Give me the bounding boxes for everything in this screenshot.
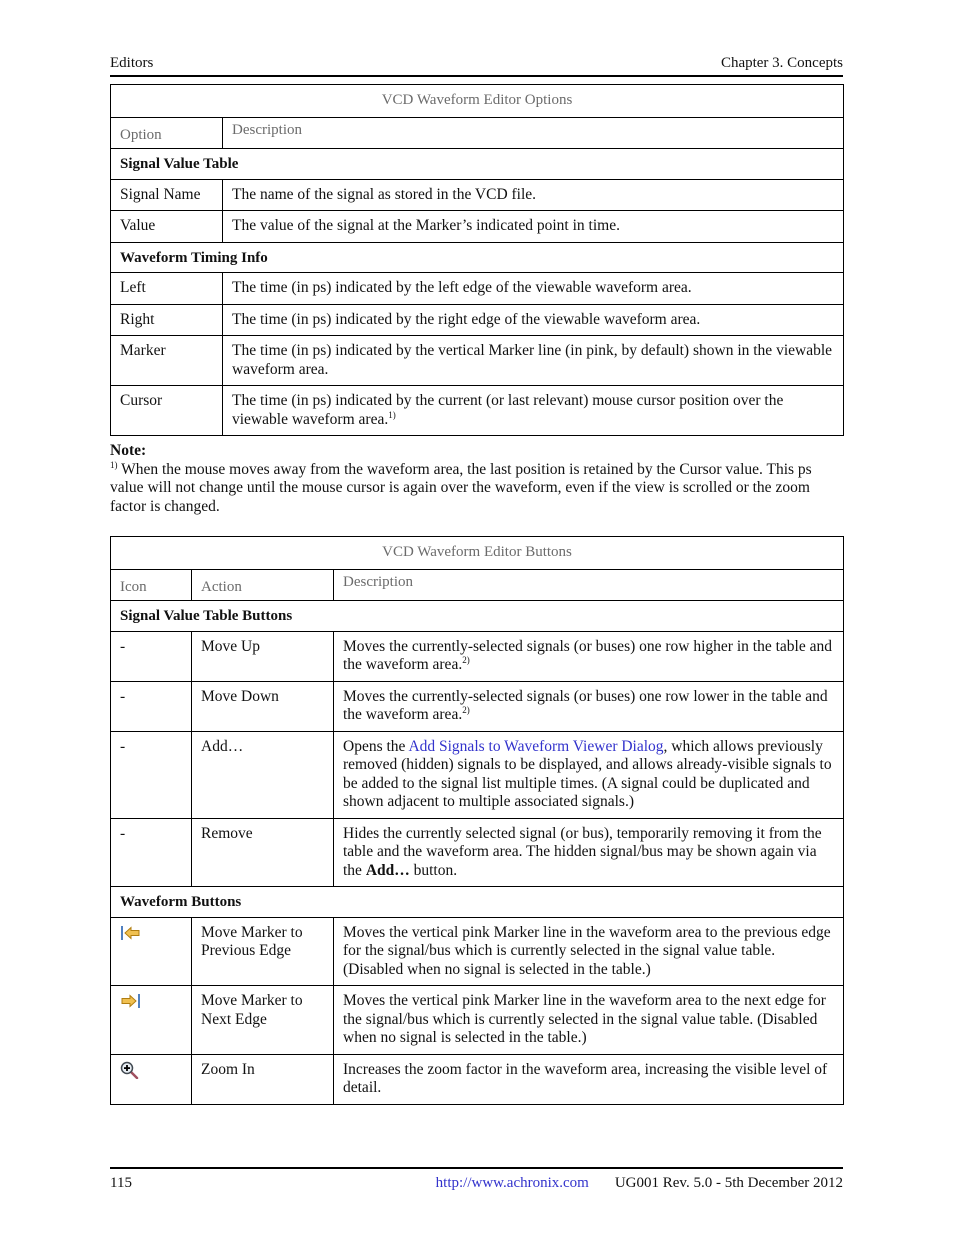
action-description [334, 631, 844, 681]
page-header [110, 54, 843, 72]
table-caption: VCD Waveform Editor Buttons [111, 537, 844, 570]
table-row [111, 304, 844, 336]
icon-cell: - [111, 681, 192, 731]
action-name: Add… [192, 731, 334, 818]
description-text: Hides the currently selected signal (or bus), temporarily removing it from the table and the waveform area. The hidden signal/bus may be shown again via the [343, 824, 822, 879]
table-row [111, 179, 844, 211]
section-title: Signal Value Table Buttons [111, 601, 844, 632]
action-description [334, 818, 844, 887]
icon-cell: - [111, 818, 192, 887]
action-name: Move Down [192, 681, 334, 731]
footnote-block [110, 442, 846, 516]
option-name: Right [111, 304, 223, 336]
footer-rule [110, 1167, 843, 1169]
marker-next-edge-icon [120, 992, 142, 1010]
table-caption: VCD Waveform Editor Options [111, 85, 844, 118]
header-section-title: Editors [110, 55, 154, 71]
description-text: Opens the [343, 737, 409, 755]
footnote-ref: 2) [462, 704, 470, 715]
table-row [111, 818, 844, 887]
column-header-description: Description [223, 117, 844, 149]
table-row [111, 631, 844, 681]
column-header-row [111, 117, 844, 149]
footnote-ref: 2) [462, 654, 470, 665]
option-name: Marker [111, 336, 223, 386]
option-description: The time (in ps) indicated by the vertical Marker line (in pink, by default) shown in the viewable waveform area. [223, 336, 844, 386]
table-row [111, 1054, 844, 1104]
table-caption-row [111, 85, 844, 118]
action-description: Moves the vertical pink Marker line in the waveform area to the next edge for the signal/bus which is currently selected in the signal value table. (Disabled when no signal is selected in the table.) [334, 986, 844, 1055]
note-title: Note: [110, 442, 147, 459]
column-header-row [111, 569, 844, 601]
action-name: Move Up [192, 631, 334, 681]
column-header-description: Description [334, 569, 844, 601]
action-name: Zoom In [192, 1054, 334, 1104]
option-description: The value of the signal at the Marker’s indicated point in time. [223, 211, 844, 243]
table-row [111, 917, 844, 986]
action-name: Move Marker to Next Edge [192, 986, 334, 1055]
option-description: The time (in ps) indicated by the right edge of the viewable waveform area. [223, 304, 844, 336]
add-signals-dialog-link[interactable]: Add Signals to Waveform Viewer Dialog [408, 737, 664, 755]
add-button-reference: Add… [365, 861, 410, 879]
option-description: The name of the signal as stored in the VCD file. [223, 179, 844, 211]
table-caption-row [111, 537, 844, 570]
table-row [111, 681, 844, 731]
option-name: Value [111, 211, 223, 243]
option-description: The time (in ps) indicated by the left edge of the viewable waveform area. [223, 273, 844, 305]
header-chapter-title: Chapter 3. Concepts [720, 55, 843, 71]
marker-previous-edge-icon [120, 924, 142, 942]
note-body [110, 461, 846, 517]
header-rule [110, 75, 843, 77]
description-text: , which allows previously removed (hidden) signals to be displayed, and allows already-visible signals to be added to the signal list multiple times. (A signal could be duplicated and shown adjacent to multiple associated signals.) [343, 737, 832, 810]
action-name: Move Marker to Previous Edge [192, 917, 334, 986]
icon-cell: - [111, 631, 192, 681]
column-header-icon: Icon [111, 569, 192, 601]
icon-cell: - [111, 731, 192, 818]
section-row [111, 887, 844, 918]
section-row [111, 149, 844, 180]
action-description [334, 731, 844, 818]
vcd-options-table [110, 84, 844, 436]
action-name: Remove [192, 818, 334, 887]
note-text: When the mouse moves away from the waveform area, the last position is retained by the Cursor value. This ps value will not change until the mouse cursor is again over the waveform, even if the view is scrolled or the zoom factor is changed. [110, 460, 812, 515]
icon-cell [111, 917, 192, 986]
vcd-buttons-table [110, 536, 844, 1105]
footnote-marker: 1) [110, 459, 118, 470]
option-name: Signal Name [111, 179, 223, 211]
table-row [111, 731, 844, 818]
option-description [223, 386, 844, 436]
section-title: Waveform Buttons [111, 887, 844, 918]
icon-cell [111, 986, 192, 1055]
table-row [111, 336, 844, 386]
column-header-option: Option [111, 117, 223, 149]
table-row [111, 273, 844, 305]
section-title: Signal Value Table [111, 149, 844, 180]
page-number: 115 [110, 1175, 132, 1191]
option-name: Left [111, 273, 223, 305]
description-text: The time (in ps) indicated by the current (or last relevant) mouse cursor position over the viewable waveform area. [232, 392, 784, 428]
icon-cell [111, 1054, 192, 1104]
document-reference: UG001 Rev. 5.0 - 5th December 2012 [614, 1175, 843, 1191]
footnote-ref: 1) [388, 409, 396, 420]
section-row [111, 242, 844, 273]
zoom-in-icon [120, 1061, 142, 1079]
table-row [111, 986, 844, 1055]
table-row [111, 386, 844, 436]
table-row [111, 211, 844, 243]
description-text: Moves the currently-selected signals (or buses) one row higher in the table and the waveform area. [343, 637, 832, 673]
section-row [111, 601, 844, 632]
option-name: Cursor [111, 386, 223, 436]
action-description: Increases the zoom factor in the waveform area, increasing the visible level of detail. [334, 1054, 844, 1104]
section-title: Waveform Timing Info [111, 242, 844, 273]
column-header-action: Action [192, 569, 334, 601]
action-description [334, 681, 844, 731]
footer-right [436, 1174, 843, 1192]
website-link[interactable]: http://www.achronix.com [435, 1175, 589, 1191]
description-text: Moves the currently-selected signals (or buses) one row lower in the table and the waveform area. [343, 687, 828, 723]
action-description: Moves the vertical pink Marker line in the waveform area to the previous edge for the signal/bus which is currently selected in the signal value table. (Disabled when no signal is selected in the table.) [334, 917, 844, 986]
description-text: button. [409, 861, 458, 879]
